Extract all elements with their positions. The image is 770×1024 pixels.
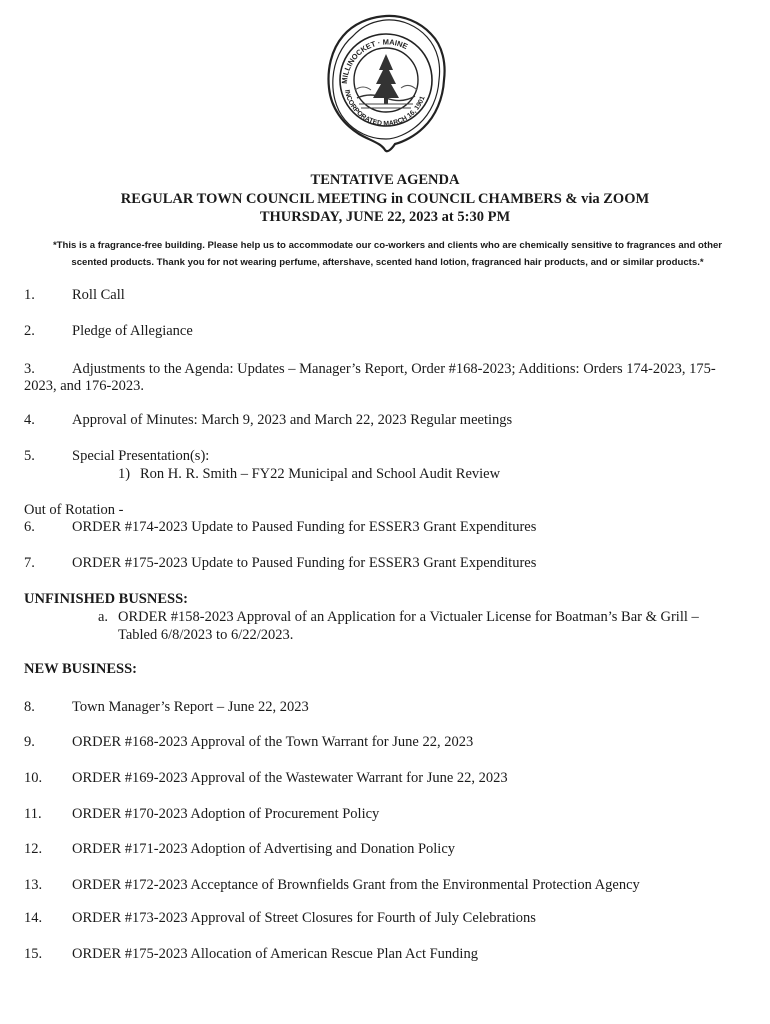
item-number: 7. [24, 555, 35, 571]
item-text: ORDER #175-2023 Allocation of American Rescue Plan Act Funding [72, 946, 478, 962]
town-seal-graphic [325, 12, 447, 154]
item-text: Pledge of Allegiance [72, 323, 193, 339]
item-number: 15. [24, 946, 43, 962]
agenda-item-3-line2: 2023, and 176-2023. [24, 378, 145, 394]
meeting-date: THURSDAY, JUNE 22, 2023 at 5:30 PM [259, 209, 511, 225]
fragrance-notice-line1: *This is a fragrance-free building. Please help us to accommodate our co-workers and clients who are chemically sensitive to fragrances and other [52, 240, 723, 251]
seal-ring-text-bottom: INCORPORATED MARCH 16, 1901 [343, 89, 427, 128]
item-text: ORDER #175-2023 Update to Paused Funding for ESSER3 Grant Expenditures [72, 555, 537, 571]
item-number: 14. [24, 910, 43, 926]
item-number: 5. [24, 448, 35, 464]
item-number: 1. [24, 287, 35, 303]
presentation-sub-number: 1) [118, 466, 131, 482]
item-number: 2. [24, 323, 35, 339]
unfinished-item-a-line1: ORDER #158-2023 Approval of an Application for a Victualer License for Boatman’s Bar & Grill – [118, 609, 699, 625]
new-business-heading: NEW BUSINESS: [24, 661, 137, 677]
svg-text:MILLINOCKET · MAINE [340, 37, 409, 84]
item-number: 4. [24, 412, 35, 428]
item-text: ORDER #169-2023 Approval of the Wastewater Warrant for June 22, 2023 [72, 770, 508, 786]
item-text: ORDER #173-2023 Approval of Street Closures for Fourth of July Celebrations [72, 910, 536, 926]
item-number: 11. [24, 806, 42, 822]
item-text: ORDER #170-2023 Adoption of Procurement Policy [72, 806, 380, 822]
item-number: 10. [24, 770, 43, 786]
town-seal [325, 12, 447, 154]
unfinished-item-a-label: a. [98, 609, 109, 625]
item-number: 8. [24, 699, 35, 715]
out-of-rotation-label: Out of Rotation - [24, 502, 124, 518]
presentation-sub-text: Ron H. R. Smith – FY22 Municipal and School Audit Review [140, 466, 501, 482]
item-text: ORDER #174-2023 Update to Paused Funding for ESSER3 Grant Expenditures [72, 519, 537, 535]
item-text: ORDER #172-2023 Acceptance of Brownfields Grant from the Environmental Protection Agency [72, 877, 640, 893]
item-number: 13. [24, 877, 43, 893]
unfinished-business-heading: UNFINISHED BUSNESS: [24, 591, 188, 607]
item-number: 9. [24, 734, 35, 750]
item-number: 12. [24, 841, 43, 857]
item-number: 3. [24, 361, 35, 377]
item-text: Town Manager’s Report – June 22, 2023 [72, 699, 309, 715]
item-text: ORDER #171-2023 Adoption of Advertising and Donation Policy [72, 841, 456, 857]
item-text: Special Presentation(s): [72, 448, 210, 464]
item-text: Roll Call [72, 287, 125, 303]
meeting-title: REGULAR TOWN COUNCIL MEETING in COUNCIL CHAMBERS & via ZOOM [120, 191, 650, 207]
item-text: Approval of Minutes: March 9, 2023 and March 22, 2023 Regular meetings [72, 412, 513, 428]
item-text: ORDER #168-2023 Approval of the Town Warrant for June 22, 2023 [72, 734, 474, 750]
seal-ring-text-top: MILLINOCKET · MAINE [339, 37, 410, 85]
item-text-line1: Adjustments to the Agenda: Updates – Manager’s Report, Order #168-2023; Additions: Orders 174-2023, 175- [72, 361, 716, 377]
item-number: 6. [24, 519, 35, 535]
unfinished-item-a-line2: Tabled 6/8/2023 to 6/22/2023. [118, 627, 294, 643]
agenda-title: TENTATIVE AGENDA [310, 172, 460, 188]
fragrance-notice-line2: scented products. Thank you for not wearing perfume, aftershave, scented hand lotion, fragranced hair products, and or similar products.* [71, 257, 704, 268]
